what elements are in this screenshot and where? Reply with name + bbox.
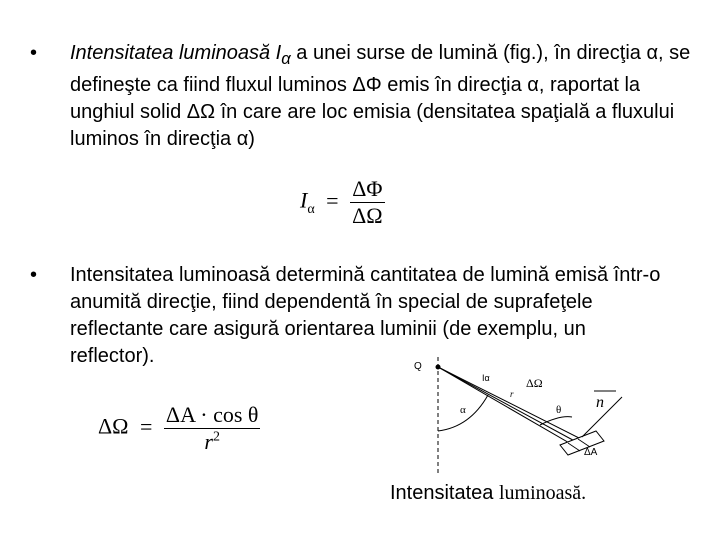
caption-part-1: Intensitatea <box>390 482 499 504</box>
theta-label: θ <box>556 404 562 416</box>
term-subscript: α <box>281 49 291 68</box>
bullet-2 <box>30 262 700 370</box>
formula-2-denominator-base: r <box>204 429 213 454</box>
intensity-label: Iα <box>482 373 490 383</box>
formula-solid-angle <box>98 402 260 455</box>
luminous-intensity-diagram <box>360 355 660 475</box>
term-intensity: Intensitatea luminoasă I <box>70 42 282 64</box>
source-label: Q <box>414 361 422 372</box>
bullet-1 <box>30 40 700 153</box>
caption-part-2: luminoasă. <box>498 482 587 504</box>
formula-2-lhs: ΔΩ <box>98 413 129 439</box>
bullet-dot: • <box>30 42 38 64</box>
formula-2-denominator-exp: 2 <box>212 429 220 445</box>
area-label: ΔA <box>584 447 598 458</box>
alpha-label: α <box>460 404 466 416</box>
formula-1-lhs: I <box>300 187 308 213</box>
bullet-dot: • <box>30 264 38 286</box>
bullet-1-text <box>70 40 700 153</box>
formula-2-denominator <box>164 428 261 455</box>
formula-1-fraction <box>350 176 385 229</box>
formula-2-fraction <box>164 402 261 455</box>
formula-2-numerator: ΔA · cos θ <box>165 402 259 427</box>
solid-angle-label: ΔΩ <box>526 376 543 390</box>
formula-2-eq: = <box>140 413 153 439</box>
figure-caption <box>390 482 586 505</box>
formula-1-lhs-sub: α <box>307 201 315 217</box>
formula-1-denominator: ΔΩ <box>352 203 383 228</box>
formula-intensity <box>300 176 385 229</box>
bullet-1-body: a unei surse de lumină (fig.), în direcţia α, se defineşte ca fiind fluxul luminos ΔΦ emis în direcţia α, raportat la unghiul solid ΔΩ în care are loc emisia (densitatea spaţială a fluxului luminos în direcţia α) <box>70 42 691 150</box>
normal-label: n <box>596 394 604 411</box>
formula-1-numerator: ΔΦ <box>352 176 383 201</box>
formula-1-eq: = <box>326 187 339 213</box>
distance-label: r <box>510 389 514 399</box>
bullet-2-text: Intensitatea luminoasă determină cantitatea de lumină emisă într-o anumită direcţie, fiind dependentă în special de suprafeţele reflectante care asigură orientarea luminii (de exemplu, un reflector). <box>70 264 661 367</box>
